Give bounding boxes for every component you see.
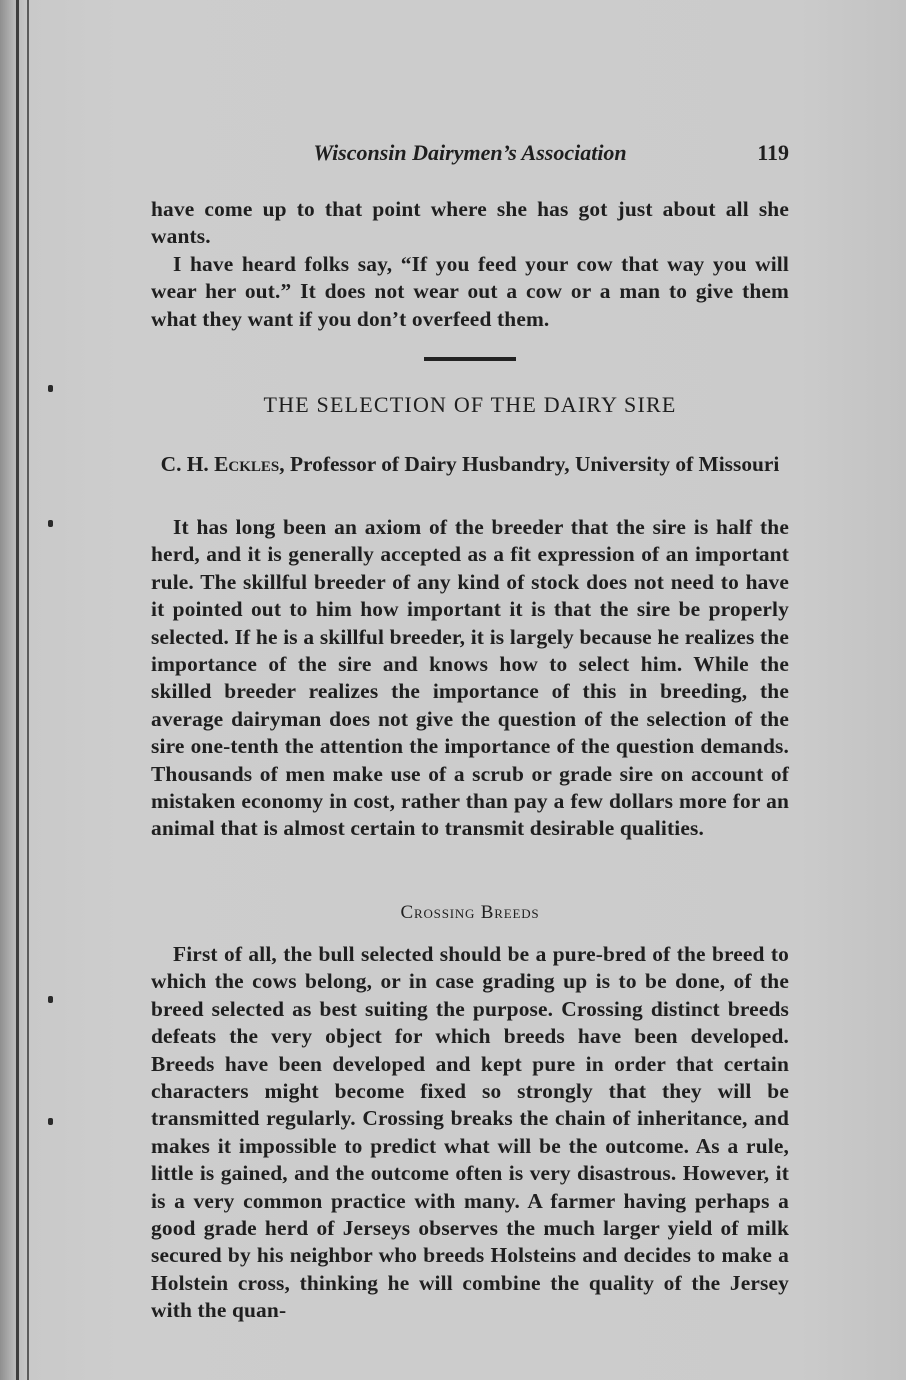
article-paragraph-1: It has long been an axiom of the breeder that the sire is half the herd, and it is generally accepted as a fit expression of an important rule. The skillful breeder of any kind of stock does not need to have it pointed out to him how important it is that the sire be properly selected. If he is a skillful breeder, it is largely because he realizes the importance of the sire and knows how to select him. While the skilled breeder realizes the importance of this in breeding, the average dairyman does not give the question of the selection of the sire one-tenth the attention the importance of the question demands. Thousands of men make use of a scrub or grade sire on account of mistaken economy in cost, rather than pay a few dollars more for an animal that is almost certain to transmit desirable qualities. <box>151 515 789 841</box>
article-byline <box>151 451 789 477</box>
article-body-1 <box>151 514 789 843</box>
margin-mark <box>48 1118 53 1125</box>
article-body-2 <box>151 941 789 1325</box>
intro-paragraph-1: have come up to that point where she has got just about all she wants. <box>151 197 789 249</box>
running-title: Wisconsin Dairymen’s Association <box>313 140 627 165</box>
section-heading: Crossing Breeds <box>400 902 540 923</box>
running-header <box>151 140 789 172</box>
margin-mark <box>48 385 53 392</box>
margin-mark <box>48 996 53 1003</box>
margin-mark <box>48 520 53 527</box>
binding-edge-line <box>16 0 19 1380</box>
binding-edge-line <box>27 0 29 1380</box>
intro-text <box>151 196 789 333</box>
author-affiliation: , Professor of Dairy Husbandry, University of Missouri <box>279 452 780 476</box>
intro-paragraph-2: I have heard folks say, “If you feed your cow that way you will wear her out.” It does not wear out a cow or a man to give them what they want if you don’t overfeed them. <box>151 251 789 331</box>
article-paragraph-2: First of all, the bull selected should be a pure-bred of the breed to which the cows belong, or in case grading up is to be done, of the breed selected as best suiting the purpose. Crossing distinct breeds defeats the very object for which breeds have been developed. Breeds have been developed and kept pure in order that certain characters might become fixed so strongly that they will be transmitted regularly. Crossing breaks the chain of inheritance, and makes it impossible to predict what will be the outcome. As a rule, little is gained, and the outcome often is very disastrous. However, it is a very common practice with many. A farmer having perhaps a good grade herd of Jerseys observes the much larger yield of milk secured by his neighbor who breeds Holsteins and decides to make a Holstein cross, thinking he will combine the quality of the Jersey with the quan- <box>151 942 789 1323</box>
page-number: 119 <box>757 140 789 165</box>
author-name: C. H. Eckles <box>160 452 280 476</box>
section-divider <box>424 357 516 361</box>
article-title: THE SELECTION OF THE DAIRY SIRE <box>263 392 677 417</box>
